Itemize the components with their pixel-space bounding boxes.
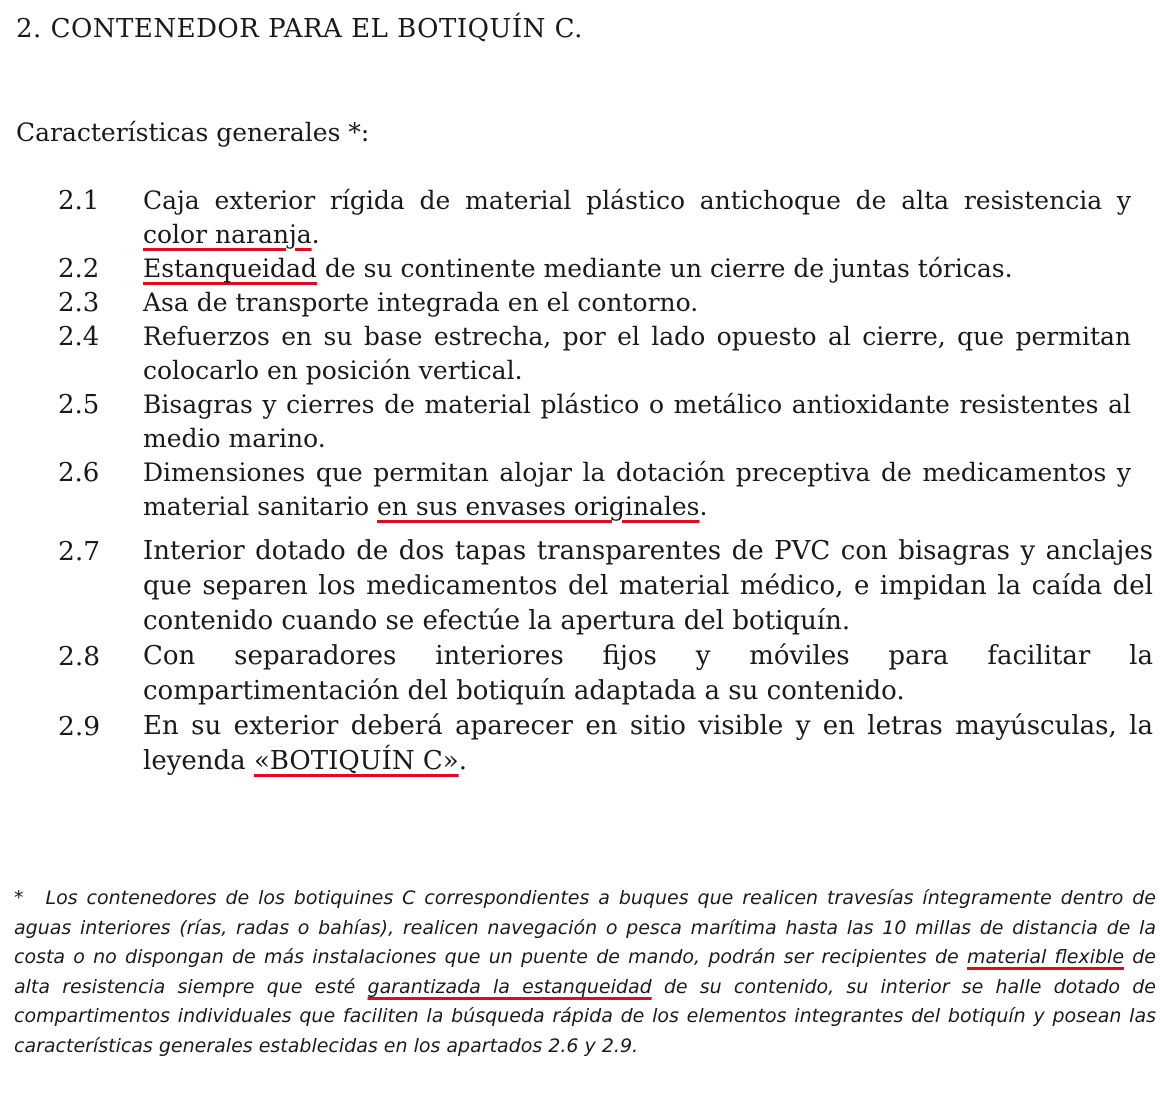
characteristics-list	[0, 184, 1168, 779]
item-number: 2.6	[58, 458, 100, 488]
item-text: Refuerzos en su base estrecha, por el lado opuesto al cierre, que permitan colocarlo en posición vertical.	[143, 322, 1131, 385]
item-text: Asa de transporte integrada en el contorno.	[143, 288, 699, 317]
item-text: En su exterior deberá aparecer en sitio visible y en letras mayúsculas, la leyenda «BOTIQUÍN C».	[143, 711, 1153, 776]
highlighted-phrase: en sus envases originales	[376, 492, 700, 521]
list-item	[0, 388, 1168, 456]
highlighted-phrase: garantizada la estanqueidad	[367, 975, 652, 998]
item-text: Bisagras y cierres de material plástico o metálico antioxidante resistentes al medio marino.	[143, 390, 1131, 453]
item-text: Con separadores interiores fijos y móviles para facilitar la compartimentación del botiquín adaptada a su contenido.	[143, 641, 1153, 706]
highlighted-phrase: Estanqueidad	[143, 254, 317, 283]
section-title: 2. CONTENEDOR PARA EL BOTIQUÍN C.	[16, 14, 583, 44]
highlighted-phrase: «BOTIQUÍN C»	[253, 746, 459, 776]
item-number: 2.4	[58, 322, 100, 352]
footnote-marker: *	[14, 887, 24, 909]
list-item	[0, 286, 1168, 320]
footnote: * Los contenedores de los botiquines C correspondientes a buques que realicen travesías íntegramente dentro de aguas interiores (rías, radas o bahías), realicen navegación o pesca marítima hasta las 10 millas de distancia de la costa o no dispongan de más instalaciones que un puente de mando, podrán ser recipientes de material flexible de alta resistencia siempre que esté garantizada la estanqueidad de su contenido, su interior se halle dotado de compartimentos individuales que faciliten la búsqueda rápida de los elementos integrantes del botiquín y posean las características generales establecidas en los apartados 2.6 y 2.9.	[14, 887, 1156, 1057]
item-text: Dimensiones que permitan alojar la dotación preceptiva de medicamentos y material sanitario en sus envases originales.	[143, 458, 1131, 521]
highlighted-phrase: color naranja	[143, 220, 312, 249]
item-text: Interior dotado de dos tapas transparentes de PVC con bisagras y anclajes que separen los medicamentos del material médico, e impidan la caída del contenido cuando se efectúe la apertura del botiquín.	[143, 536, 1153, 636]
general-characteristics-heading: Características generales *:	[16, 118, 370, 147]
item-number: 2.5	[58, 390, 100, 420]
item-number: 2.8	[58, 641, 101, 672]
list-item	[0, 709, 1168, 779]
item-number: 2.1	[58, 186, 100, 216]
list-item	[0, 252, 1168, 286]
item-text: Estanqueidad de su continente mediante un cierre de juntas tóricas.	[143, 254, 1013, 283]
list-item	[0, 320, 1168, 388]
list-item	[0, 534, 1168, 639]
list-item	[0, 184, 1168, 252]
highlighted-phrase: material flexible	[966, 946, 1125, 968]
item-number: 2.9	[58, 711, 101, 742]
item-number: 2.7	[58, 536, 101, 567]
item-text: Caja exterior rígida de material plástico antichoque de alta resistencia y color naranja.	[143, 186, 1131, 249]
item-number: 2.2	[58, 254, 100, 284]
list-item	[0, 456, 1168, 524]
list-item	[0, 639, 1168, 709]
item-number: 2.3	[58, 288, 100, 318]
